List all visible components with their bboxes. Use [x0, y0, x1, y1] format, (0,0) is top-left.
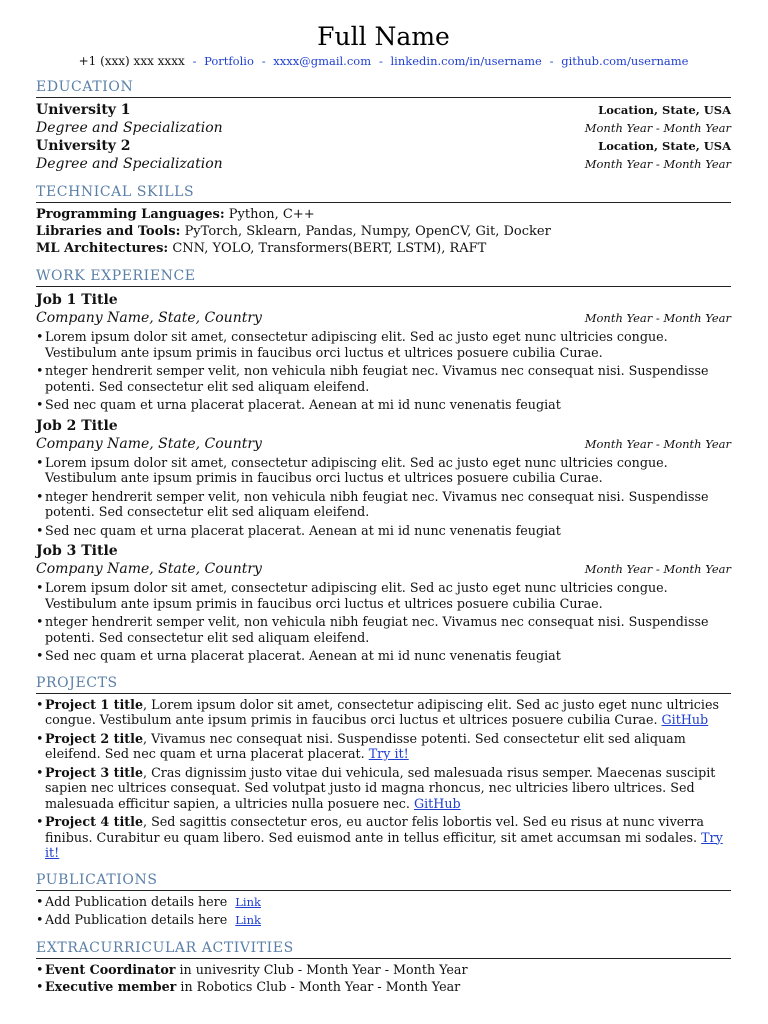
full-name: Full Name	[317, 22, 450, 51]
contact-line	[36, 53, 731, 69]
project-title: Project 2 title	[45, 730, 144, 746]
project-title: Project 1 title	[45, 696, 144, 712]
date-range: Month Year - Month Year	[584, 157, 731, 171]
portfolio-link[interactable]: Portfolio	[204, 54, 254, 68]
phone-number: +1 (xxx) xxx xxxx	[78, 54, 185, 68]
company: Company Name, State, Country	[36, 435, 262, 452]
activity-text: in Robotics Club - Month Year - Month Year	[176, 979, 461, 994]
bullet-item: • nteger hendrerit semper velit, non vehicula nibh feugiat nec. Vivamus nec consequat nisi. Suspendisse potenti. Sed consectetur elit sed aliquam eleifend.	[45, 614, 731, 645]
projects-section	[36, 674, 731, 861]
job-entry	[36, 542, 731, 664]
date-range: Month Year - Month Year	[584, 436, 731, 451]
activity-item	[45, 979, 731, 995]
job-title: Job 2 Title	[36, 417, 118, 434]
degree: Degree and Specialization	[36, 120, 223, 136]
company: Company Name, State, Country	[36, 310, 262, 326]
work-section	[36, 267, 731, 664]
school-name: University 1	[36, 102, 131, 118]
extracurricular-section	[36, 939, 731, 995]
project-link[interactable]: Try it!	[45, 829, 723, 860]
bullet-list	[36, 329, 731, 413]
bullet-item: • Lorem ipsum dolor sit amet, consectetur adipiscing elit. Sed ac justo eget nunc ultricies congue. Vestibulum ante ipsum primis in faucibus orci luctus et ultrices posuere cubilia Curae.	[45, 455, 731, 486]
section-title: PROJECTS	[36, 674, 731, 694]
publication-link[interactable]: Link	[235, 913, 261, 927]
bullet-item: • Sed nec quam et urna placerat placerat. Aenean at mi id nunc venenatis feugiat	[45, 523, 731, 539]
bullet-list	[36, 580, 731, 664]
project-link[interactable]: Try it!	[368, 746, 409, 761]
activity-role: Executive member	[45, 979, 177, 994]
skill-value: CNN, YOLO, Transformers(BERT, LSTM), RAFT	[172, 241, 487, 256]
bullet-item: • Lorem ipsum dolor sit amet, consectetur adipiscing elit. Sed ac justo eget nunc ultricies congue. Vestibulum ante ipsum primis in faucibus orci luctus et ultrices posuere cubilia Curae.	[45, 329, 731, 360]
publication-text: Add Publication details here	[45, 893, 228, 909]
section-title: TECHNICAL SKILLS	[36, 183, 731, 203]
project-link[interactable]: GitHub	[661, 712, 709, 727]
school-name: University 2	[36, 138, 131, 154]
skill-label: Libraries and Tools:	[36, 224, 181, 239]
job-title: Job 1 Title	[36, 292, 118, 308]
separator: -	[549, 54, 558, 68]
bullet-item: • Lorem ipsum dolor sit amet, consectetur adipiscing elit. Sed ac justo eget nunc ultricies congue. Vestibulum ante ipsum primis in faucibus orci luctus et ultrices posuere cubilia Curae.	[45, 580, 731, 611]
section-title: WORK EXPERIENCE	[36, 267, 731, 287]
publications-section	[36, 871, 731, 929]
bullet-item: • Sed nec quam et urna placerat placerat. Aenean at mi id nunc venenatis feugiat	[45, 648, 731, 664]
activity-text: in univesrity Club - Month Year - Month Year	[175, 961, 468, 977]
publication-text: Add Publication details here	[45, 912, 228, 927]
skill-row	[36, 206, 731, 223]
publication-link[interactable]: Link	[235, 894, 261, 909]
linkedin-link[interactable]: linkedin.com/in/username	[390, 54, 542, 68]
section-title: EDUCATION	[36, 78, 731, 98]
school-location: Location, State, USA	[598, 103, 731, 117]
project-title: Project 4 title	[45, 814, 144, 829]
github-link[interactable]: github.com/username	[561, 54, 689, 68]
bullet-item: • Sed nec quam et urna placerat placerat. Aenean at mi id nunc venenatis feugiat	[45, 397, 731, 413]
project-title: Project 3 title	[45, 764, 144, 780]
degree: Degree and Specialization	[36, 156, 223, 172]
bullet-list	[36, 455, 731, 539]
publication-list	[36, 894, 731, 929]
project-list	[36, 697, 731, 861]
job-title: Job 3 Title	[36, 543, 118, 559]
skill-row	[36, 240, 731, 257]
project-link[interactable]: GitHub	[413, 795, 461, 811]
job-entry	[36, 417, 731, 539]
bullet-item: • nteger hendrerit semper velit, non vehicula nibh feugiat nec. Vivamus nec consequat nisi. Suspendisse potenti. Sed consectetur elit sed aliquam eleifend.	[45, 363, 731, 394]
project-description: , Lorem ipsum dolor sit amet, consectetur adipiscing elit. Sed ac justo eget nunc ultricies congue. Vestibulum ante ipsum primis in faucibus orci luctus et ultrices posuere cubilia Curae.	[45, 696, 719, 727]
activity-role: Event Coordinator	[45, 961, 176, 977]
activity-list	[36, 962, 731, 995]
skill-row	[36, 223, 731, 240]
date-range: Month Year - Month Year	[584, 311, 731, 325]
activity-item	[45, 962, 731, 978]
date-range: Month Year - Month Year	[584, 121, 731, 135]
job-entry	[36, 291, 731, 413]
school-location: Location, State, USA	[598, 139, 731, 153]
resume-page	[36, 0, 731, 997]
project-description: , Cras dignissim justo vitae dui vehicula, sed malesuada risus semper. Maecenas suscipit sapien nec ultrices consequat. Sed volutpat justo id magna rhoncus, nec ultricies libero ultrices. Sed malesuada efficitur sapien, a ultricies nulla posuere nec.	[45, 764, 716, 811]
education-section	[36, 78, 731, 173]
section-title: EXTRACURRICULAR ACTIVITIES	[36, 939, 731, 959]
publication-item	[45, 894, 731, 911]
education-entry	[36, 101, 731, 137]
education-entry	[36, 137, 731, 173]
separator: -	[192, 54, 201, 68]
skill-value: Python, C++	[228, 207, 315, 222]
skills-section	[36, 183, 731, 257]
bullet-item: • nteger hendrerit semper velit, non vehicula nibh feugiat nec. Vivamus nec consequat nisi. Suspendisse potenti. Sed consectetur elit sed aliquam eleifend.	[45, 489, 731, 520]
project-item	[45, 697, 731, 728]
section-title: PUBLICATIONS	[36, 871, 731, 891]
project-description: , Vivamus nec consequat nisi. Suspendisse potenti. Sed consectetur elit sed aliquam eleifend. Sed nec quam et urna placerat placerat.	[45, 730, 686, 761]
project-description: , Sed sagittis consectetur eros, eu auctor felis lobortis vel. Sed eu risus at nunc viverra finibus. Curabitur eu quam libero. Sed euismod ante in tellus efficitur, sit amet accumsan mi sodales.	[45, 814, 704, 845]
publication-item	[45, 912, 731, 929]
project-item	[45, 765, 731, 812]
project-item	[45, 731, 731, 762]
project-item	[45, 814, 731, 861]
separator: -	[378, 54, 387, 68]
date-range: Month Year - Month Year	[584, 562, 731, 576]
separator: -	[261, 54, 270, 68]
skill-label: Programming Languages:	[36, 207, 225, 222]
skill-label: ML Architectures:	[36, 241, 169, 256]
company: Company Name, State, Country	[36, 561, 262, 577]
email-link[interactable]: xxxx@gmail.com	[273, 54, 372, 68]
skill-value: PyTorch, Sklearn, Pandas, Numpy, OpenCV, Git, Docker	[184, 224, 551, 239]
